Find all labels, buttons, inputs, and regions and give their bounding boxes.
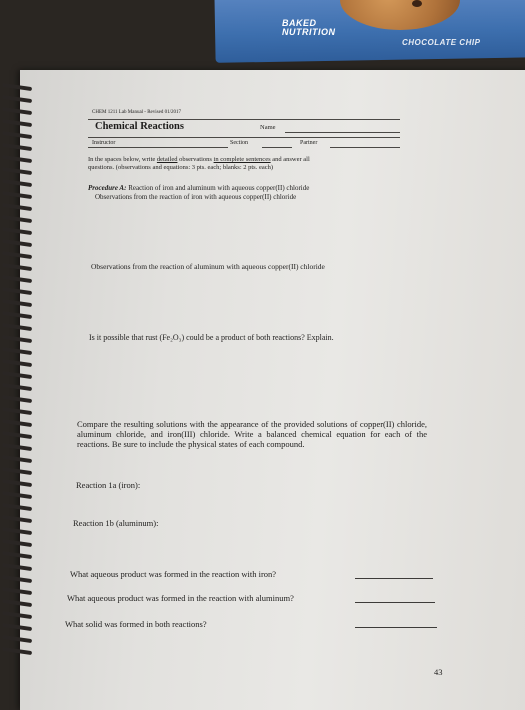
instructions-line1: In the spaces below, write detailed observations in complete sentences and answer all	[88, 156, 310, 163]
box-brand-line1: BAKED	[282, 18, 317, 28]
spiral-binding	[0, 85, 40, 685]
reaction-1b-label: Reaction 1b (aluminum):	[73, 518, 159, 528]
rust-question: Is it possible that rust (Fe₂O₃) could be a product of both reactions? Explain.	[89, 333, 334, 342]
partner-field[interactable]	[330, 147, 400, 148]
observation-aluminum-prompt: Observations from the reaction of aluminum with aqueous copper(II) chloride	[91, 262, 325, 271]
compare-instructions: Compare the resulting solutions with the appearance of the provided solutions of copper(II) chloride, aluminum chloride, and iron(III) chloride. Write a balanced chemical equation for each of the reactions. Be sure to include the physical states of each compound.	[77, 419, 427, 449]
question-iron-product: What aqueous product was formed in the reaction with iron?	[70, 569, 277, 579]
page-number: 43	[434, 667, 443, 677]
header-divider	[88, 137, 400, 138]
instructor-field[interactable]	[88, 147, 228, 148]
answer-solid-product-blank[interactable]	[355, 627, 437, 628]
section-field[interactable]	[262, 147, 292, 148]
question-solid-product: What solid was formed in both reactions?	[65, 619, 207, 629]
name-field[interactable]	[285, 132, 400, 133]
answer-iron-product-blank[interactable]	[355, 578, 433, 579]
instructions-line2: questions. (observations and equations: 3 pts. each; blanks: 2 pts. each)	[88, 164, 274, 171]
name-label: Name	[260, 124, 276, 131]
question-aluminum-product: What aqueous product was formed in the reaction with aluminum?	[67, 593, 294, 603]
answer-aluminum-product-blank[interactable]	[355, 602, 435, 603]
procedure-heading: Procedure A: Reaction of iron and aluminum with aqueous copper(II) chloride	[88, 184, 310, 192]
section-label: Section	[230, 140, 248, 146]
reaction-1a-label: Reaction 1a (iron):	[76, 480, 141, 490]
course-header: CHEM 1211 Lab Manual - Revised 01/2017	[92, 110, 181, 115]
observation-iron-prompt: Observations from the reaction of iron with aqueous copper(II) chloride	[95, 193, 297, 201]
box-brand-line2: NUTRITION	[282, 27, 336, 37]
instructor-label: Instructor	[92, 140, 116, 146]
box-flavor: CHOCOLATE CHIP	[402, 38, 481, 47]
page-title: Chemical Reactions	[95, 121, 184, 132]
partner-label: Partner	[300, 140, 318, 146]
